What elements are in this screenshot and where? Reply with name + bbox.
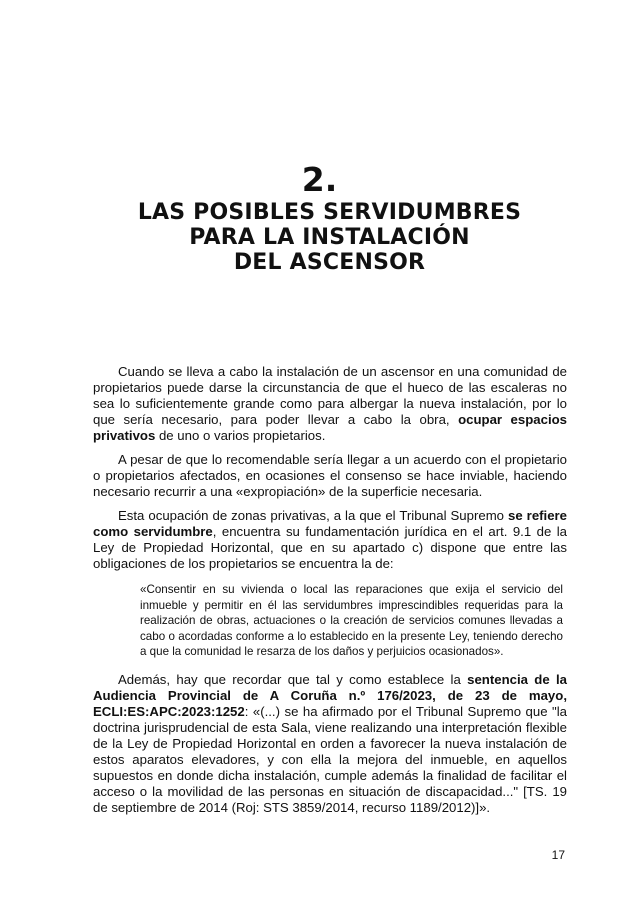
page-number: 17 [551,848,565,862]
paragraph-text: Cuando se lleva a cabo la instalación de un ascensor en una comunidad de propietarios puede darse la circunstancia de que el hueco de las escaleras no sea lo suficientemente grande como para albergar la nueva instalación, por lo que sería necesario, para poder llevar a cabo la obra, [93,364,567,427]
body-text [93,364,567,816]
chapter-title-line: PARA LA INSTALACIÓN [189,225,470,250]
paragraph [93,364,567,444]
chapter-title-line: LAS POSIBLES SERVIDUMBRES [137,200,522,225]
paragraph: A pesar de que lo recomendable sería llegar a un acuerdo con el propietario o propietarios afectados, en ocasiones el consenso se hace inviable, haciendo necesario recurrir a una «expropiación» de la superficie necesaria. [93,452,567,499]
paragraph-text: : «(...) se ha afirmado por el Tribunal Supremo que "la doctrina jurisprudencial de esta Sala, viene realizando una interpretación flexible de la Ley de Propiedad Horizontal en orden a favorecer la nueva instalación de estos aparatos elevadores, y con ella la mejora del inmueble, en aquellos supuestos en donde dicha instalación, cumple además la finalidad de facilitar el acceso o la movilidad de las personas en situación de discapacidad..." [TS. 19 de septiembre de 2014 (Roj: STS 3859/2014, recurso 1189/2012)]». [93,703,567,815]
paragraph-text: Esta ocupación de zonas privativas, a la que el Tribunal Supremo [118,508,509,523]
paragraph [93,672,567,816]
emphasis-text: ocupar espacios privativos [93,412,567,443]
emphasis-text: se refiere como servidumbre [93,508,568,539]
paragraph-text: de uno o varios propietarios. [155,428,326,443]
chapter-number: 2. [301,160,338,199]
chapter-title-line: DEL ASCENSOR [233,250,426,275]
legal-quote: «Consentir en su vivienda o local las reparaciones que exija el servicio del inmueble y permitir en él las servidumbres imprescindibles requeridas para la realización de obras, actuaciones o la creación de servicios comunes llevadas a cabo o acordadas conforme a lo establecido en la presente Ley, teniendo derecho a que la comunidad le resarza de los daños y perjuicios ocasionados». [140,583,563,658]
paragraph-text: , encuentra su fundamentación jurídica en el art. 9.1 de la Ley de Propiedad Horizontal, que en su apartado c) dispone que entre las obligaciones de los propietarios se encuentra la de: [93,524,567,571]
paragraph [93,508,567,572]
paragraph-text: Además, hay que recordar que tal y como establece la [118,671,468,687]
chapter-title [60,200,599,275]
emphasis-text: sentencia de la Audiencia Provincial de A Coruña n.º 176/2023, de 23 de mayo, ECLI:ES:APC:2023:1252 [93,671,567,719]
